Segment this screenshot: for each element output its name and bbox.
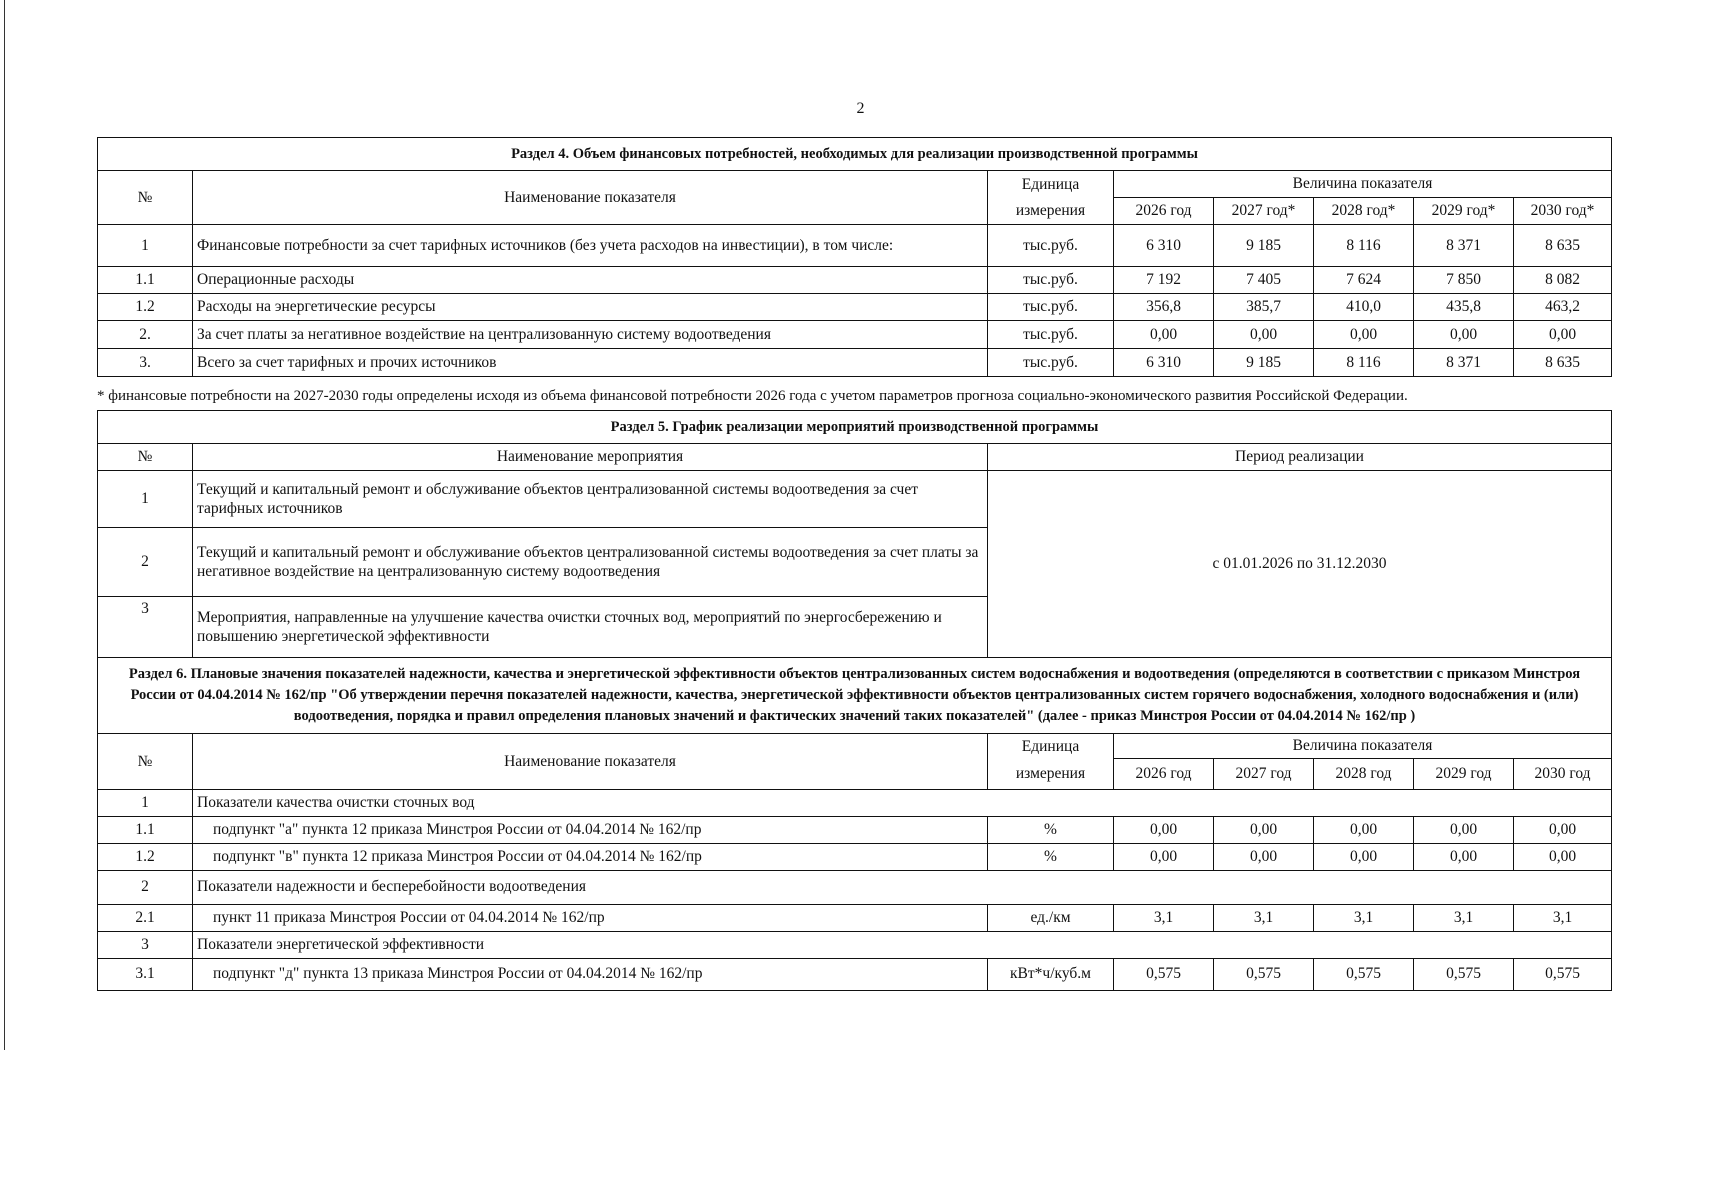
row-unit: тыс.руб. bbox=[988, 225, 1114, 267]
header-unit-line2: измерения bbox=[988, 759, 1114, 790]
section4-title: Раздел 4. Объем финансовых потребностей, необходимых для реализации производственной программы bbox=[98, 138, 1612, 171]
header-period: Период реализации bbox=[988, 444, 1612, 471]
row-value: 0,00 bbox=[1314, 843, 1414, 870]
row-num: 1 bbox=[98, 471, 193, 528]
row-value: 0,575 bbox=[1514, 958, 1612, 990]
header-name: Наименование мероприятия bbox=[193, 444, 988, 471]
row-value: 3,1 bbox=[1214, 904, 1314, 931]
row-value: 356,8 bbox=[1114, 294, 1214, 321]
row-unit: тыс.руб. bbox=[988, 321, 1114, 349]
header-name: Наименование показателя bbox=[193, 734, 988, 790]
row-name: Текущий и капитальный ремонт и обслуживание объектов централизованной системы водоотведения за счет платы за негативное воздействие на централизованную систему водоотведения bbox=[193, 528, 988, 597]
row-value: 0,00 bbox=[1214, 843, 1314, 870]
row-value: 435,8 bbox=[1414, 294, 1514, 321]
row-value: 0,00 bbox=[1114, 843, 1214, 870]
row-value: 3,1 bbox=[1314, 904, 1414, 931]
row-name: Всего за счет тарифных и прочих источников bbox=[193, 349, 988, 377]
row-value: 8 082 bbox=[1514, 267, 1612, 294]
row-value: 0,00 bbox=[1414, 843, 1514, 870]
row-value: 8 371 bbox=[1414, 349, 1514, 377]
row-value: 8 116 bbox=[1314, 225, 1414, 267]
row-value: 6 310 bbox=[1114, 225, 1214, 267]
table-row bbox=[98, 471, 1612, 528]
row-name: Операционные расходы bbox=[193, 267, 988, 294]
row-value: 9 185 bbox=[1214, 349, 1314, 377]
row-value: 9 185 bbox=[1214, 225, 1314, 267]
group-name: Показатели надежности и бесперебойности водоотведения bbox=[193, 870, 1612, 904]
table-row bbox=[98, 870, 1612, 904]
table-row bbox=[98, 904, 1612, 931]
table-row bbox=[98, 349, 1612, 377]
row-value: 0,00 bbox=[1514, 843, 1612, 870]
row-num: 2 bbox=[98, 870, 193, 904]
row-unit: тыс.руб. bbox=[988, 349, 1114, 377]
scan-edge-line bbox=[0, 0, 5, 1050]
section6-title: Раздел 6. Плановые значения показателей надежности, качества и энергетической эффективности объектов централизованных систем водоснабжения и водоотведения (определяются в соответствии с приказом Минстроя России от 04.04.2014 № 162/пр "Об утверждении перечня показателей надежности, качества, энергетической эффективности объектов централизованных систем горячего водоснабжения, холодного водоснабжения и (или) водоотведения, порядка и правил определения плановых значений и фактических значений таких показателей" (далее - приказ Минстроя России от 04.04.2014 № 162/пр ) bbox=[98, 658, 1612, 734]
row-value: 0,00 bbox=[1414, 816, 1514, 843]
table-row bbox=[98, 267, 1612, 294]
row-value: 0,00 bbox=[1414, 321, 1514, 349]
row-value: 3,1 bbox=[1514, 904, 1612, 931]
row-value: 0,575 bbox=[1314, 958, 1414, 990]
table-row bbox=[98, 931, 1612, 958]
row-value: 3,1 bbox=[1414, 904, 1514, 931]
row-num: 3.1 bbox=[98, 958, 193, 990]
row-name: подпункт "в" пункта 12 приказа Минстроя России от 04.04.2014 № 162/пр bbox=[193, 843, 988, 870]
row-name: подпункт "д" пункта 13 приказа Минстроя России от 04.04.2014 № 162/пр bbox=[193, 958, 988, 990]
row-value: 8 371 bbox=[1414, 225, 1514, 267]
row-value: 0,00 bbox=[1514, 816, 1612, 843]
row-num: 3 bbox=[98, 931, 193, 958]
header-year: 2029 год* bbox=[1414, 198, 1514, 225]
section6-table bbox=[97, 658, 1612, 991]
header-year: 2028 год bbox=[1314, 759, 1414, 790]
header-year: 2027 год bbox=[1214, 759, 1314, 790]
row-value: 0,00 bbox=[1114, 321, 1214, 349]
section5-table bbox=[97, 410, 1612, 658]
row-num: 1.1 bbox=[98, 816, 193, 843]
row-value: 0,575 bbox=[1114, 958, 1214, 990]
row-num: 1.1 bbox=[98, 267, 193, 294]
row-value: 0,00 bbox=[1514, 321, 1612, 349]
row-value: 8 635 bbox=[1514, 349, 1612, 377]
document-body bbox=[97, 137, 1611, 991]
table-row bbox=[98, 294, 1612, 321]
period-value: с 01.01.2026 по 31.12.2030 bbox=[988, 471, 1612, 658]
section4-table bbox=[97, 137, 1612, 377]
row-name: подпункт "а" пункта 12 приказа Минстроя России от 04.04.2014 № 162/пр bbox=[193, 816, 988, 843]
row-num: 3. bbox=[98, 349, 193, 377]
row-name: За счет платы за негативное воздействие на централизованную систему водоотведения bbox=[193, 321, 988, 349]
header-year: 2028 год* bbox=[1314, 198, 1414, 225]
header-year: 2030 год bbox=[1514, 759, 1612, 790]
table-row bbox=[98, 789, 1612, 816]
section4-footnote: * финансовые потребности на 2027-2030 годы определены исходя из объема финансовой потребности 2026 года с учетом параметров прогноза социально-экономического развития Российской Федерации. bbox=[97, 388, 1408, 404]
header-year: 2030 год* bbox=[1514, 198, 1612, 225]
row-value: 0,00 bbox=[1314, 816, 1414, 843]
row-value: 7 405 bbox=[1214, 267, 1314, 294]
row-name: Мероприятия, направленные на улучшение качества очистки сточных вод, мероприятий по энергосбережению и повышению энергетической эффективности bbox=[193, 597, 988, 658]
row-num: 2 bbox=[98, 528, 193, 597]
row-value: 7 624 bbox=[1314, 267, 1414, 294]
table-row bbox=[98, 225, 1612, 267]
row-value: 410,0 bbox=[1314, 294, 1414, 321]
row-value: 8 635 bbox=[1514, 225, 1612, 267]
row-num: 2. bbox=[98, 321, 193, 349]
row-value: 0,00 bbox=[1214, 321, 1314, 349]
row-unit: % bbox=[988, 816, 1114, 843]
row-value: 463,2 bbox=[1514, 294, 1612, 321]
row-unit: ед./км bbox=[988, 904, 1114, 931]
row-value: 8 116 bbox=[1314, 349, 1414, 377]
group-name: Показатели качества очистки сточных вод bbox=[193, 789, 1612, 816]
header-name: Наименование показателя bbox=[193, 171, 988, 225]
header-year: 2029 год bbox=[1414, 759, 1514, 790]
row-unit: кВт*ч/куб.м bbox=[988, 958, 1114, 990]
row-unit: % bbox=[988, 843, 1114, 870]
row-num: 1 bbox=[98, 225, 193, 267]
row-value: 0,575 bbox=[1214, 958, 1314, 990]
row-name: Расходы на энергетические ресурсы bbox=[193, 294, 988, 321]
row-num: 2.1 bbox=[98, 904, 193, 931]
header-num: № bbox=[98, 444, 193, 471]
header-unit-line2: измерения bbox=[988, 198, 1114, 225]
row-num: 1 bbox=[98, 789, 193, 816]
table-row bbox=[98, 843, 1612, 870]
table-row bbox=[98, 958, 1612, 990]
header-unit-line1: Единица bbox=[988, 171, 1114, 198]
row-value: 0,575 bbox=[1414, 958, 1514, 990]
header-unit-line1: Единица bbox=[988, 734, 1114, 759]
header-value: Величина показателя bbox=[1114, 171, 1612, 198]
row-value: 6 310 bbox=[1114, 349, 1214, 377]
row-value: 0,00 bbox=[1114, 816, 1214, 843]
row-unit: тыс.руб. bbox=[988, 294, 1114, 321]
row-value: 0,00 bbox=[1214, 816, 1314, 843]
section5-title: Раздел 5. График реализации мероприятий производственной программы bbox=[98, 411, 1612, 444]
header-year: 2027 год* bbox=[1214, 198, 1314, 225]
row-unit: тыс.руб. bbox=[988, 267, 1114, 294]
row-value: 385,7 bbox=[1214, 294, 1314, 321]
row-name: пункт 11 приказа Минстроя России от 04.04.2014 № 162/пр bbox=[193, 904, 988, 931]
page-number: 2 bbox=[856, 100, 865, 117]
row-value: 0,00 bbox=[1314, 321, 1414, 349]
row-name: Текущий и капитальный ремонт и обслуживание объектов централизованной системы водоотведения за счет тарифных источников bbox=[193, 471, 988, 528]
row-name: Финансовые потребности за счет тарифных источников (без учета расходов на инвестиции), в том числе: bbox=[193, 225, 988, 267]
row-num: 1.2 bbox=[98, 843, 193, 870]
group-name: Показатели энергетической эффективности bbox=[193, 931, 1612, 958]
row-num: 1.2 bbox=[98, 294, 193, 321]
row-num: 3 bbox=[98, 597, 193, 658]
row-value: 7 192 bbox=[1114, 267, 1214, 294]
header-num: № bbox=[98, 171, 193, 225]
header-num: № bbox=[98, 734, 193, 790]
table-row bbox=[98, 321, 1612, 349]
header-year: 2026 год bbox=[1114, 198, 1214, 225]
table-row bbox=[98, 816, 1612, 843]
header-year: 2026 год bbox=[1114, 759, 1214, 790]
row-value: 3,1 bbox=[1114, 904, 1214, 931]
row-value: 7 850 bbox=[1414, 267, 1514, 294]
header-value: Величина показателя bbox=[1114, 734, 1612, 759]
